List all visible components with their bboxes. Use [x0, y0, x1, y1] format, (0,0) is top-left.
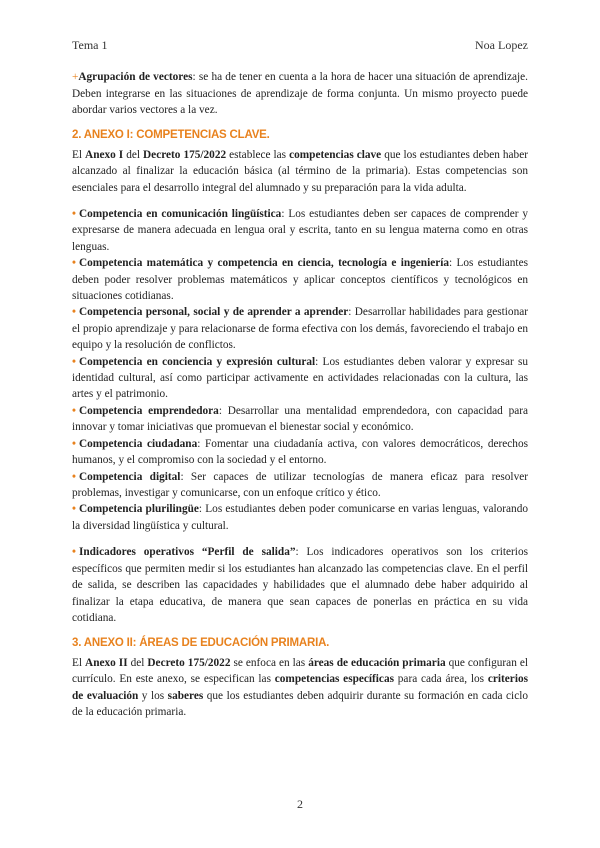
- bullet-icon: •: [72, 546, 76, 559]
- bullet-icon: •: [72, 503, 76, 516]
- bullet-icon: •: [72, 306, 76, 319]
- indicadores-text: : Los indicadores operativos son los criterios específicos que permiten medir si los estudiantes han alcanzado las competencias clave. En el perfil de salida, se describen las capacidades y habilidades que el alumnado debe haber adquirido al finalizar la etapa educativa, de manera que sean capaces de ponerlas en práctica en su vida cotidiana.: [72, 546, 528, 625]
- competencia-term: Competencia plurilingüe: [78, 503, 199, 516]
- competencia-text: : Los estudiantes deben poder comunicarse en varias lenguas, valorando la diversidad lingüística y cultural.: [72, 503, 528, 532]
- page-content: [72, 69, 528, 721]
- bullet-icon: •: [72, 470, 76, 483]
- section-3-intro: El Anexo II del Decreto 175/2022 se enfoca en las áreas de educación primaria que configuran el currículo. En este anexo, se especifican las competencias específicas para cada área, los criterios de evaluación y los saberes que los estudiantes deben adquirir durante su formación en cada ciclo de la educación primaria.: [72, 656, 528, 719]
- section-2-heading: 2. ANEXO I: COMPETENCIAS CLAVE.: [72, 128, 270, 141]
- bullet-icon: •: [72, 257, 76, 270]
- competencia-item: [72, 354, 528, 403]
- competencia-item: [72, 436, 528, 469]
- bullet-icon: •: [72, 404, 76, 417]
- competencia-term: Competencia matemática y competencia en ciencia, tecnología e ingeniería: [78, 257, 450, 270]
- indicadores-term: Indicadores operativos “Perfil de salida”: [78, 546, 296, 559]
- competencia-text: : Los estudiantes deben poder resolver problemas matemáticos y aplicar conceptos científicos y tecnológicos en situaciones cotidianas.: [72, 257, 528, 303]
- competencia-item: [72, 403, 528, 436]
- section-2-intro: El Anexo I del Decreto 175/2022 establece las competencias clave que los estudiantes deben haber alcanzado al finalizar la educación básica (al término de la primaria). Estas competencias son esenciales para el desarrollo integral del alumnado y su preparación para la vida adulta.: [72, 148, 528, 194]
- competencia-item: [72, 255, 528, 304]
- page-header: [72, 38, 528, 54]
- competencia-term: Competencia digital: [78, 470, 181, 483]
- competencia-item: [72, 501, 528, 534]
- competencia-text: : Fomentar una ciudadanía activa, con valores democráticos, derechos humanos, y el compromiso con la sociedad y el entorno.: [72, 437, 529, 467]
- indicadores-paragraph: [72, 544, 528, 627]
- intro-text: : se ha de tener en cuenta a la hora de hacer una situación de aprendizaje. Deben integrarse en las situaciones de aprendizaje de forma conjunta. Un mismo proyecto puede abordar varios vectores a la vez.: [72, 71, 529, 116]
- intro-term: Agrupación de vectores: [78, 71, 193, 83]
- competencia-term: Competencia en conciencia y expresión cultural: [78, 355, 316, 368]
- competencia-item: [72, 206, 528, 255]
- competencia-text: : Los estudiantes deben ser capaces de comprender y expresarse de manera adecuada en lengua oral y escrita, tanto en su lengua materna como en otras lenguas.: [72, 208, 528, 253]
- header-author: Noa Lopez: [475, 38, 528, 52]
- page-number: 2: [297, 797, 303, 811]
- competencia-item: [72, 469, 528, 502]
- competencia-term: Competencia en comunicación lingüística: [78, 208, 282, 220]
- bullet-icon: •: [72, 208, 76, 220]
- competencia-term: Competencia emprendedora: [78, 404, 219, 417]
- competencia-text: : Ser capaces de utilizar tecnologías de manera eficaz para resolver problemas, investigar y comunicarse, con un enfoque crítico y ético.: [72, 470, 528, 499]
- competencias-list: [72, 206, 528, 534]
- header-topic: Tema 1: [72, 38, 108, 52]
- competencia-text: : Desarrollar una mentalidad emprendedora, con capacidad para innovar y tomar iniciativas que promuevan el bienestar social y económico.: [72, 404, 529, 434]
- bullet-icon: •: [72, 437, 76, 450]
- competencia-term: Competencia personal, social y de aprender a aprender: [78, 306, 349, 319]
- competencia-item: [72, 304, 528, 353]
- plus-marker: +: [72, 71, 79, 83]
- bullet-icon: •: [72, 355, 76, 368]
- competencia-term: Competencia ciudadana: [78, 437, 198, 450]
- section-3-heading: 3. ANEXO II: ÁREAS DE EDUCACIÓN PRIMARIA.: [72, 636, 330, 649]
- competencia-text: : Los estudiantes deben valorar y expresar su identidad cultural, así como participar activamente en actividades relacionadas con la cultura, las artes y el patrimonio.: [72, 355, 528, 401]
- intro-paragraph: [72, 69, 528, 119]
- competencia-text: : Desarrollar habilidades para gestionar el propio aprendizaje y para relacionarse de forma efectiva con los demás, favoreciendo el trabajo en equipo y la resolución de conflictos.: [72, 306, 528, 352]
